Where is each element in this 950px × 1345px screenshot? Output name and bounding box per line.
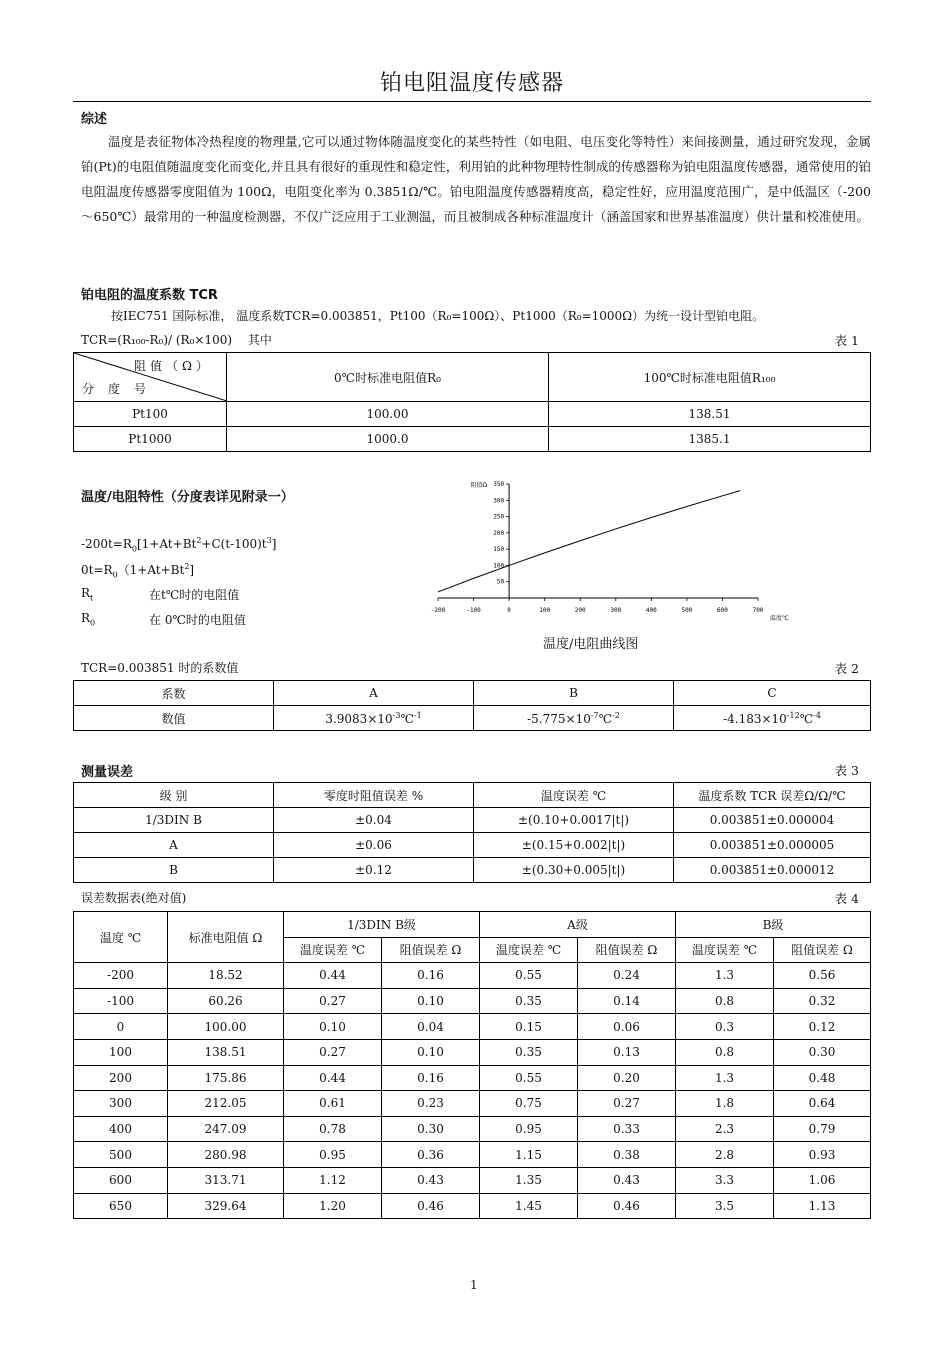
table-cell: -100 <box>74 988 168 1014</box>
error-heading: 测量误差 <box>81 765 134 780</box>
table-cell: 0.44 <box>284 963 382 989</box>
coeff-b-value: $-5.775\times 10^{-7}℃^{-2}$ <box>474 706 674 731</box>
table-cell: 0.003851±0.000012 <box>674 858 871 883</box>
table-cell: 1.3 <box>676 1065 774 1091</box>
table-cell: 0.14 <box>578 988 676 1014</box>
table-row <box>74 833 871 858</box>
x-tick-label: 300 <box>610 607 622 614</box>
table-4 <box>73 911 871 1219</box>
table-cell: 329.64 <box>168 1193 284 1219</box>
table-row <box>74 1167 871 1193</box>
table-header-cell: A <box>274 681 474 706</box>
table-cell: 0.27 <box>284 988 382 1014</box>
tcr-heading: 铂电阻的温度系数 TCR <box>81 288 218 303</box>
table-cell: 0.36 <box>382 1142 480 1168</box>
temperature-resistance-chart <box>428 478 798 628</box>
x-tick-label: 500 <box>681 607 693 614</box>
table-cell: 1.15 <box>480 1142 578 1168</box>
table1-label: 表 1 <box>834 333 859 348</box>
table-cell: 0.35 <box>480 1039 578 1065</box>
table-cell: 0.48 <box>774 1065 871 1091</box>
table-cell: 0.10 <box>284 1014 382 1040</box>
table-cell: Pt100 <box>74 402 227 427</box>
table-cell: 0.56 <box>774 963 871 989</box>
table-row <box>74 427 871 452</box>
table-header-row <box>74 912 871 938</box>
table-cell: 0.30 <box>382 1116 480 1142</box>
table-cell: 0.3 <box>676 1014 774 1040</box>
table-cell: 级 别 <box>74 783 274 808</box>
table-cell: 3.5 <box>676 1193 774 1219</box>
diag-bottom-label: 分度号 <box>82 382 161 396</box>
table-cell: 1385.1 <box>549 427 871 452</box>
table-cell: 1.45 <box>480 1193 578 1219</box>
x-tick-label: -100 <box>466 607 481 614</box>
table-row <box>74 808 871 833</box>
equation-negative-range: $-200t=R_0[1+At+Bt^2+C(t-100)t^3]$ <box>81 536 277 554</box>
tcr-formula: TCR=(R₁₀₀-R₀)/ (R₀×100) 其中 <box>81 333 272 347</box>
x-tick-label: 200 <box>574 607 586 614</box>
table-header-cell: 系数 <box>74 681 274 706</box>
table-cell: -200 <box>74 963 168 989</box>
table-row <box>74 1116 871 1142</box>
table-row <box>74 1142 871 1168</box>
table-cell: 2.3 <box>676 1116 774 1142</box>
table-cell: A <box>74 833 274 858</box>
table-cell: 0.16 <box>382 963 480 989</box>
table-cell: 0.46 <box>578 1193 676 1219</box>
chart-caption: 温度/电阻曲线图 <box>543 637 639 652</box>
y-tick-label: 50 <box>496 578 505 586</box>
table-header-row <box>74 783 871 808</box>
table-cell: 175.86 <box>168 1065 284 1091</box>
table-cell: 0.15 <box>480 1014 578 1040</box>
x-tick-label: -200 <box>430 607 446 614</box>
table-header-row <box>74 681 871 706</box>
table-cell: 0.12 <box>774 1014 871 1040</box>
table-cell: 1.35 <box>480 1167 578 1193</box>
table-cell: 400 <box>74 1116 168 1142</box>
table-cell: 0.04 <box>382 1014 480 1040</box>
table-cell: 0.16 <box>382 1065 480 1091</box>
table3-label: 表 3 <box>834 763 859 778</box>
table-header-cell: B <box>474 681 674 706</box>
equation-positive-range: $0t=R_0(1+At+Bt^2]$ <box>81 562 195 580</box>
table-cell: 1.13 <box>774 1193 871 1219</box>
table-cell: 0.27 <box>578 1091 676 1117</box>
table-cell: 0.44 <box>284 1065 382 1091</box>
table-cell: 0.8 <box>676 1039 774 1065</box>
table-cell: 300 <box>74 1091 168 1117</box>
table-cell: 0.61 <box>284 1091 382 1117</box>
table-cell: 1000.0 <box>227 427 549 452</box>
table-group-header: A级 <box>480 912 676 938</box>
table-cell: 0 <box>74 1014 168 1040</box>
table-row <box>74 858 871 883</box>
table-subheader-cell: 阻值误差 Ω <box>774 937 871 963</box>
table-cell: 1.20 <box>284 1193 382 1219</box>
table-cell: 600 <box>74 1167 168 1193</box>
table-1 <box>73 352 871 452</box>
table4-label: 表 4 <box>834 891 859 906</box>
table-cell: 1/3DIN B <box>74 808 274 833</box>
table-cell: 0.79 <box>774 1116 871 1142</box>
y-tick-label: 350 <box>493 481 505 488</box>
table-cell: 0.003851±0.000004 <box>674 808 871 833</box>
table-cell: 0.32 <box>774 988 871 1014</box>
overview-heading: 综述 <box>81 112 108 127</box>
table-cell: 0.8 <box>676 988 774 1014</box>
table-cell: 0.24 <box>578 963 676 989</box>
coeff-label: TCR=0.003851 时的系数值 <box>81 661 239 675</box>
definition-rt-symbol: $R_t$ <box>81 586 94 603</box>
table-cell: 0.23 <box>382 1091 480 1117</box>
table-cell: 2.8 <box>676 1142 774 1168</box>
table-cell: 0.43 <box>578 1167 676 1193</box>
table-cell: 500 <box>74 1142 168 1168</box>
table-cell: 200 <box>74 1065 168 1091</box>
table-row <box>74 1091 871 1117</box>
table-cell: 0.20 <box>578 1065 676 1091</box>
table-cell: ±(0.15+0.002|t|) <box>474 833 674 858</box>
table-subheader-cell: 温度误差 ℃ <box>480 937 578 963</box>
table-cell: 313.71 <box>168 1167 284 1193</box>
table-cell: ±0.04 <box>274 808 474 833</box>
table-cell: 0.13 <box>578 1039 676 1065</box>
table2-label: 表 2 <box>834 661 859 676</box>
table-cell: 0.95 <box>480 1116 578 1142</box>
table-cell: 280.98 <box>168 1142 284 1168</box>
table-cell: 0.38 <box>578 1142 676 1168</box>
y-tick-label: 100 <box>493 562 505 570</box>
table-cell: 138.51 <box>168 1039 284 1065</box>
x-tick-label: 700 <box>752 607 764 614</box>
table-cell: 1.8 <box>676 1091 774 1117</box>
table-cell: 0.78 <box>284 1116 382 1142</box>
x-tick-label: 400 <box>645 607 657 614</box>
table-cell: 1.3 <box>676 963 774 989</box>
definition-rt-text: 在t℃时的电阻值 <box>149 588 240 602</box>
table-cell: 0.10 <box>382 1039 480 1065</box>
table-cell: 100 <box>74 1039 168 1065</box>
table-cell: 0.55 <box>480 1065 578 1091</box>
table-group-header: B级 <box>676 912 871 938</box>
table-cell: 温度误差 ℃ <box>474 783 674 808</box>
coeff-a-value: $3.9083\times 10^{-3}℃^{-1}$ <box>274 706 474 731</box>
definition-r0-text: 在 0℃时的电阻值 <box>149 613 246 627</box>
table-cell: 0.10 <box>382 988 480 1014</box>
table-cell: 0.95 <box>284 1142 382 1168</box>
table-cell: ±(0.10+0.0017|t|) <box>474 808 674 833</box>
table-cell: 0.64 <box>774 1091 871 1117</box>
table-row <box>74 1065 871 1091</box>
table-row <box>74 963 871 989</box>
table-cell: 0.43 <box>382 1167 480 1193</box>
table-cell: 1.12 <box>284 1167 382 1193</box>
table-cell: 100.00 <box>168 1014 284 1040</box>
table-cell: 60.26 <box>168 988 284 1014</box>
x-tick-label: 0 <box>507 607 511 614</box>
table-row <box>74 1039 871 1065</box>
table-cell: 零度时阻值误差 % <box>274 783 474 808</box>
table-2 <box>73 680 871 731</box>
table-cell: 0.46 <box>382 1193 480 1219</box>
table-cell: 3.3 <box>676 1167 774 1193</box>
page-title: 铂电阻温度传感器 <box>379 71 564 96</box>
table-cell: 0.30 <box>774 1039 871 1065</box>
table-cell: 0.55 <box>480 963 578 989</box>
y-tick-label: 150 <box>493 546 505 554</box>
table-3 <box>73 782 871 883</box>
table-cell: B <box>74 858 274 883</box>
table-cell: 650 <box>74 1193 168 1219</box>
diagonal-header-cell <box>74 353 227 402</box>
table-row <box>74 402 871 427</box>
table-header-cell: C <box>674 681 871 706</box>
error-data-label: 误差数据表(绝对值) <box>81 891 187 905</box>
overview-paragraph: 温度是表征物体冷热程度的物理量,它可以通过物体随温度变化的某些特性（如电阻、电压变化等特性）来间接测量，通过研究发现，金属铂(Pt)的电阻值随温度变化而变化,并且具有很好的重现性和稳定性，利用铂的此种物理特性制成的传感器称为铂电阻温度传感器，通常使用的铂电阻温度传感器零度阻值为 100Ω，电阻变化率为 0.3851Ω/℃。铂电阻温度传感器精度高，稳定性好，应用温度范围广，是中低温区（-200～650℃）最常用的一种温度检测器，不仅广泛应用于工业测温，而且被制成各种标准温度计（涵盖国家和世界基准温度）供计量和校准使用。 <box>81 134 871 224</box>
coeff-c-value: $-4.183\times 10^{-12}℃^{-4}$ <box>674 706 871 731</box>
table-cell: 18.52 <box>168 963 284 989</box>
table-cell: ±0.06 <box>274 833 474 858</box>
table-row <box>74 1014 871 1040</box>
table-subheader-cell: 阻值误差 Ω <box>578 937 676 963</box>
y-tick-label: 200 <box>493 529 505 537</box>
y-axis-label: 阻值Ω <box>470 482 488 489</box>
table-cell: 0.27 <box>284 1039 382 1065</box>
table-row <box>74 988 871 1014</box>
table-cell: 温度系数 TCR 误差Ω/Ω/℃ <box>674 783 871 808</box>
table-cell: 0.75 <box>480 1091 578 1117</box>
resistance-curve <box>438 491 740 592</box>
table-cell: ±(0.30+0.005|t|) <box>474 858 674 883</box>
table-cell: Pt1000 <box>74 427 227 452</box>
table-row <box>74 706 871 731</box>
page-number: 1 <box>470 1278 478 1292</box>
characteristic-heading: 温度/电阻特性（分度表详见附录一） <box>81 490 294 505</box>
table-cell: 0.35 <box>480 988 578 1014</box>
table-row <box>74 1193 871 1219</box>
tcr-standard-line: 按IEC751 国际标准， 温度系数TCR=0.003851，Pt100（R₀=100Ω）、Pt1000（R₀=1000Ω）为统一设计型铂电阻。 <box>111 309 765 323</box>
table-cell: 1.06 <box>774 1167 871 1193</box>
table-cell: 138.51 <box>549 402 871 427</box>
x-axis-label: 温度℃ <box>770 615 789 622</box>
table-cell: 212.05 <box>168 1091 284 1117</box>
table-header-cell: 标准电阻值 Ω <box>168 912 284 963</box>
x-tick-label: 600 <box>717 607 728 614</box>
table-cell: 247.09 <box>168 1116 284 1142</box>
table1-col2-header: 100℃时标准电阻值R₁₀₀ <box>549 353 871 402</box>
table-cell: 0.003851±0.000005 <box>674 833 871 858</box>
table-header-cell: 温度 ℃ <box>74 912 168 963</box>
x-tick-label: 100 <box>539 607 551 614</box>
diag-top-label: 阻值（Ω） <box>134 359 212 373</box>
y-tick-label: 300 <box>493 497 505 505</box>
table-subheader-cell: 温度误差 ℃ <box>284 937 382 963</box>
table-cell: 0.06 <box>578 1014 676 1040</box>
table-cell: 0.33 <box>578 1116 676 1142</box>
table-group-header: 1/3DIN B级 <box>284 912 480 938</box>
table1-col1-header: 0℃时标准电阻值R₀ <box>227 353 549 402</box>
table-cell: ±0.12 <box>274 858 474 883</box>
definition-r0-symbol: $R_0$ <box>81 611 96 628</box>
table-cell: 0.93 <box>774 1142 871 1168</box>
table-subheader-cell: 阻值误差 Ω <box>382 937 480 963</box>
table-cell: 数值 <box>74 706 274 731</box>
y-tick-label: 250 <box>493 513 505 521</box>
table-subheader-cell: 温度误差 ℃ <box>676 937 774 963</box>
title-rule <box>73 101 871 102</box>
table-cell: 100.00 <box>227 402 549 427</box>
